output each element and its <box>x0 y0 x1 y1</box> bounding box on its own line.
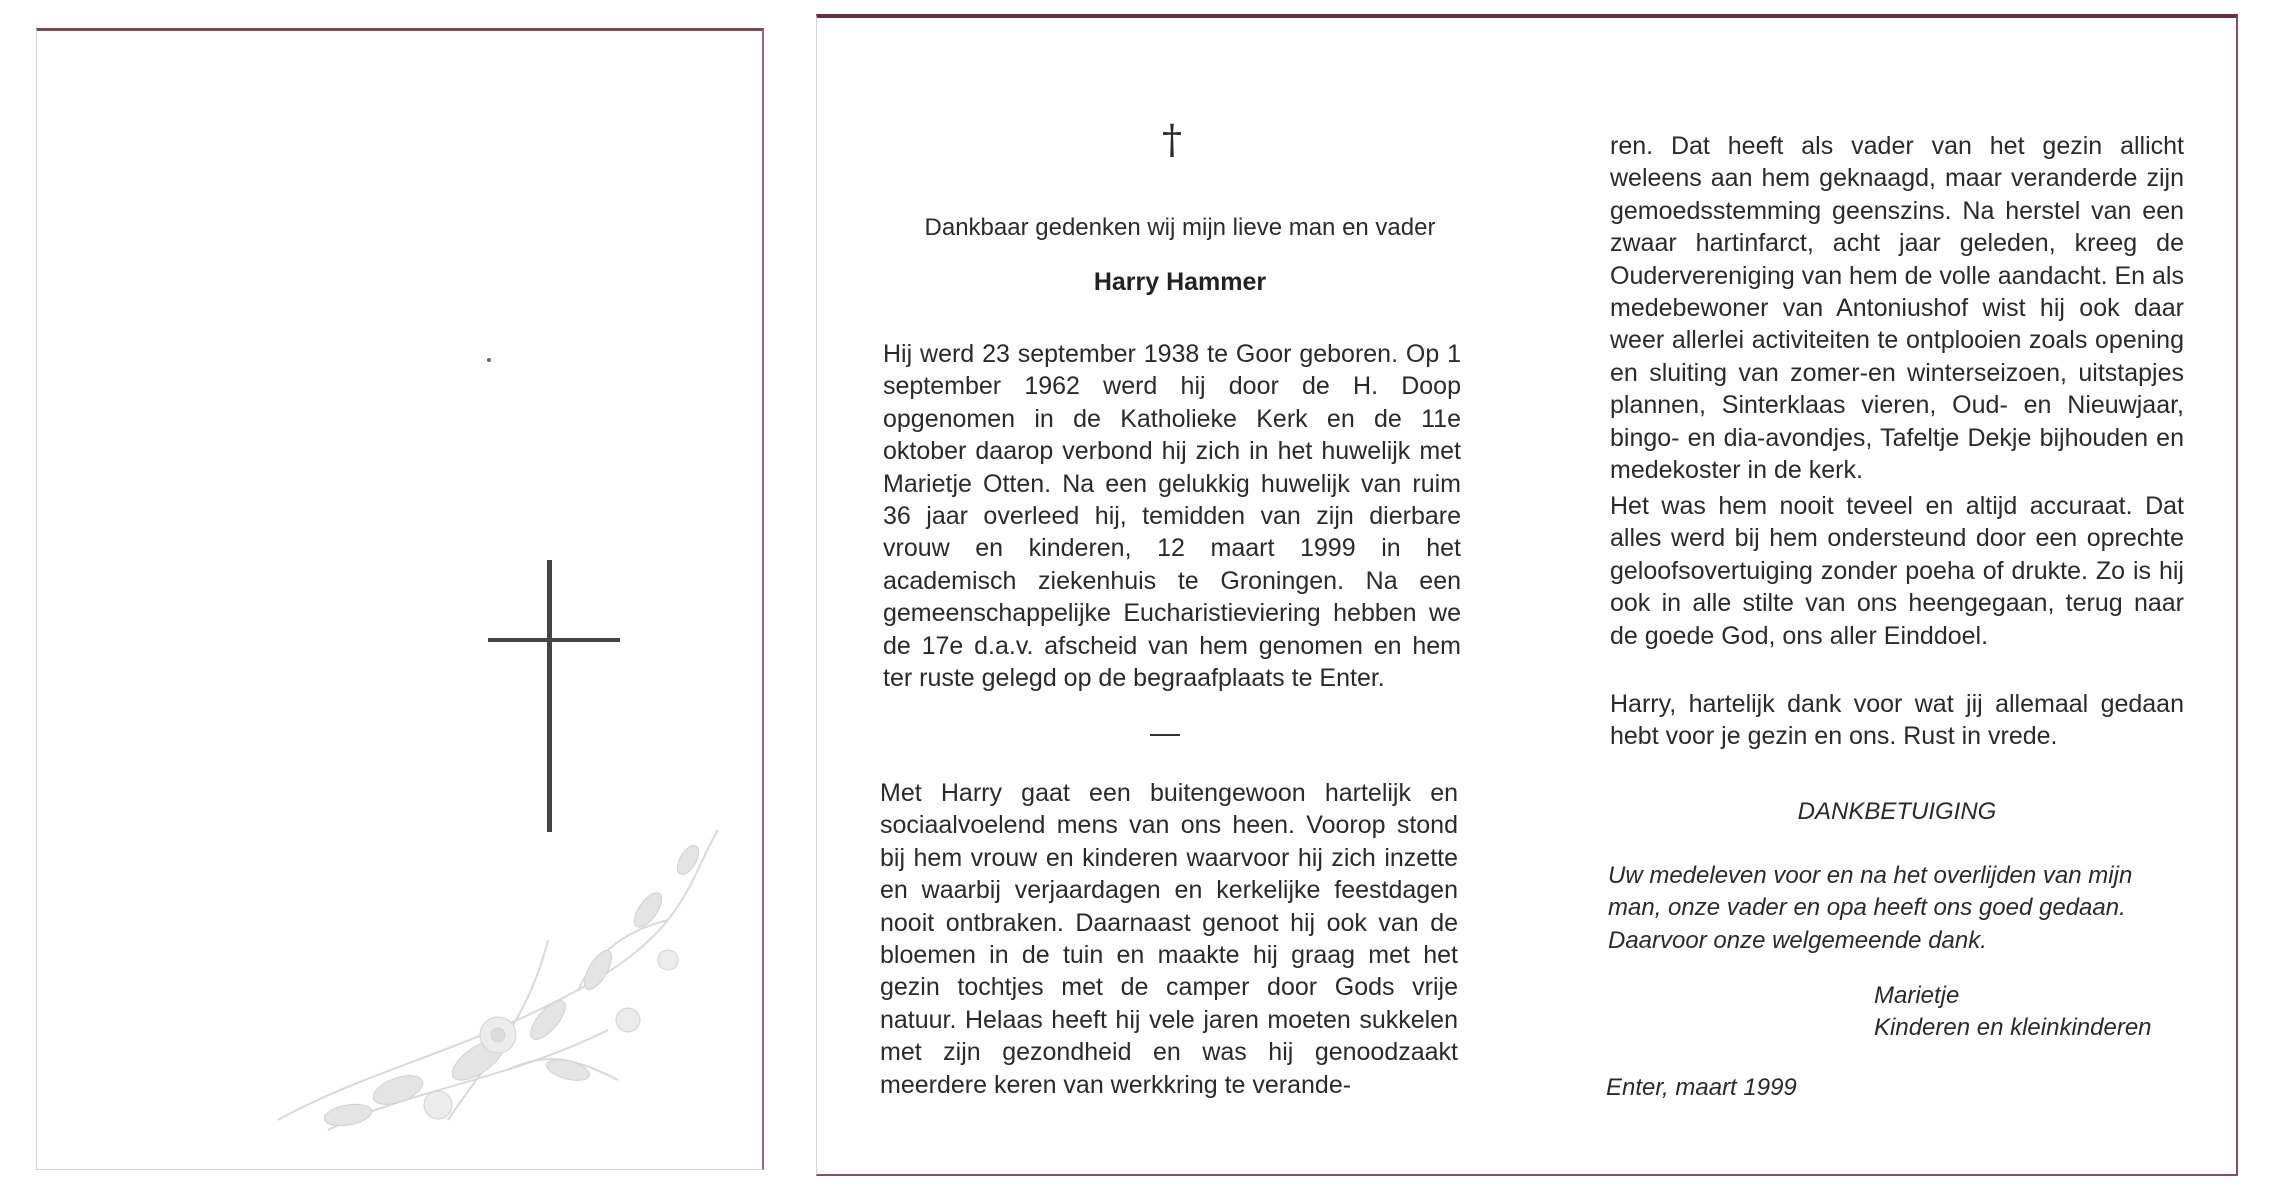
tribute-paragraph-faith: Het was hem nooit teveel en altijd accuraat. Dat alles werd bij hem ondersteund door een oprechte geloofsovertuiging zonder poeha of drukte. Zo is hij ook in alle stilte van ons heengegaan, terug naar de goede God, ons aller Einddoel. <box>1610 492 2184 650</box>
thanks-text: Uw medeleven voor en na het overlijden van mijn man, onze vader en opa heeft ons goed gedaan. Daarvoor onze welgemeende dank. <box>1608 862 2133 954</box>
small-cross-icon: † <box>1162 117 1182 163</box>
biography-paragraph: Hij werd 23 september 1938 te Goor geboren. Op 1 september 1962 werd hij door de H. Doop opgenomen in de Katholieke Kerk en de 11e oktober daarop verbond hij zich in het huwelijk met Marietje Otten. Na een gelukkig huwelijk van ruim 36 jaar overleed hij, temidden van zijn dierbare vrouw en kinderen, 12 maart 1999 in het academisch ziekenhuis te Groningen. Na een gemeenschappelijke Eucharistieviering hebben we de 17e d.a.v. afscheid van hem genomen en hem ter ruste gelegd op de begraafplaats te Enter. <box>883 340 1461 693</box>
deceased-name: Harry Hammer <box>1093 268 1267 296</box>
signoff: Marietje Kinderen en kleinkinderen <box>1874 982 2152 1042</box>
cross-icon <box>488 560 620 832</box>
farewell-paragraph: Harry, hartelijk dank voor wat jij allemaal gedaan hebt voor je gezin en ons. Rust in vrede. <box>1610 690 2184 751</box>
tribute-paragraph: Met Harry gaat een buitengewoon hartelijk en sociaalvoelend mens van ons heen. Voorop stond bij hem vrouw en kinderen waarvoor hij zich inzette en waarbij verjaardagen en kerkelijke feestdagen nooit ontbraken. Daarnaast genoot hij ook van de bloemen in de tuin en maakte hij graag met het gezin tochtjes met de camper door Gods vrije natuur. Helaas heeft hij vele jaren moeten sukkelen met zijn gezondheid en was hij genoodzaakt meerdere keren van werkkring te verande- <box>880 779 1458 1099</box>
floral-watermark-icon <box>248 820 728 1150</box>
print-speck <box>487 358 491 362</box>
thanks-heading: DANKBETUIGING <box>1797 798 1997 825</box>
intro-line: Dankbaar gedenken wij mijn lieve man en vader <box>924 214 1436 241</box>
separator-dash <box>1150 734 1180 736</box>
place-date: Enter, maart 1999 <box>1606 1074 1797 1101</box>
tribute-paragraph-continued: ren. Dat heeft als vader van het gezin allicht weleens aan hem geknaagd, maar veranderde zijn gemoedsstemming geenszins. Na herstel van een zwaar hartinfarct, acht jaar geleden, kreeg de Oudervereniging van hem de volle aandacht. En als medebewoner van Antoniushof wist hij ook daar weer allerlei activiteiten te ontplooien zoals opening en sluiting van zomer-en winterseizoen, uitstapjes plannen, Sinterklaas vieren, Oud- en Nieuwjaar, bingo- en dia-avondjes, Tafeltje Dekje bijhouden en medekoster in de kerk. <box>1610 132 2184 485</box>
